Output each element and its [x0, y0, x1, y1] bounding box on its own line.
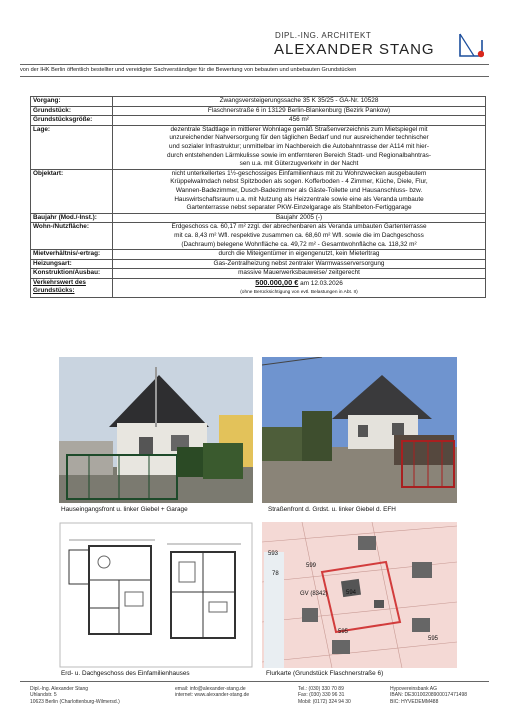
map-label-593: 593 [268, 551, 279, 557]
fact-row [31, 223, 486, 250]
fact-value-line: unzureichender Nahversorgung für den täglichen Bedarf und nur ausreichender technischer [169, 134, 429, 142]
fact-value [113, 106, 486, 116]
fact-key: Grundstück: [31, 106, 113, 116]
footer-line: Hypovereinsbank AG [390, 686, 437, 692]
fact-value-line: Gartenterrasse nebst separater PKW-Einzelgarage als Stahlbeton-Fertiggarage [186, 204, 412, 212]
footer-line: Dipl.-Ing. Alexander Stang [30, 686, 89, 692]
fact-row [31, 213, 486, 223]
fact-row [31, 259, 486, 269]
fact-value-line: Erdgeschoss ca. 60,17 m² zzgl. der abrechenbaren als Veranda umbauten Gartenterrasse [171, 223, 427, 231]
fact-value-line: und sozialer Infrastruktur; unmittelbar im Nachbereich die Autobahntrasse der A114 mit hier- [169, 142, 429, 150]
caption-photo-3: Erd- u. Dachgeschoss des Einfamilienhauses [61, 670, 190, 677]
footer-contact-web [175, 686, 249, 699]
footer-line: internet: www.alexander-stang.de [175, 692, 250, 699]
fact-key: Baujahr (Mod./-Inst.): [31, 213, 113, 223]
fact-key: Heizungsart: [31, 259, 113, 269]
map-label-street: GV (8342) [300, 591, 328, 597]
map-label-595-b: 595 [428, 636, 439, 642]
fact-value-line: Gas-Zentralheizung nebst zentraler Warmwasserversorgung [213, 259, 385, 267]
fact-value-line: Flaschnerstraße 6 in 13129 Berlin-Blankenburg (Bezirk Pankow) [207, 106, 391, 114]
map-label-594: 594 [346, 590, 357, 596]
property-facts-table [30, 96, 486, 298]
architect-name: ALEXANDER STANG [274, 41, 435, 58]
value-note: (ohne Berücksichtigung von evtl. Belastungen in Abt. II) [240, 290, 358, 296]
fact-value-line: Zwangsversteigerungssache 35 K 35/25 - GA-Nr. 10528 [219, 97, 379, 104]
fact-value-line: durch die Miteigentümer in eigengenutzt, kein Mieterltrag [218, 250, 380, 258]
fact-key: Lage: [31, 125, 113, 169]
fact-key: Mietverhältnis/-ertrag: [31, 250, 113, 260]
fact-value-line: 456 m² [289, 116, 309, 124]
fact-value [113, 213, 486, 223]
fact-value-line: Baujahr 2005 (-) [275, 213, 323, 221]
tagline: von der IHK Berlin öffentlich bestellter und vereidigter Sachverständiger für die Bewertung von bebauten und unbebauten Grundstücken [20, 67, 357, 73]
fact-value [113, 223, 486, 250]
fact-value-line: Krüppelwalmdach nebst Spitzboden als sogen. Kofferboden - 4 Zimmer, Küche, Diele, Flur, [170, 178, 428, 186]
caption-photo-4: Flurkarte (Grundstück Flaschnerstraße 6) [266, 670, 384, 677]
photo-street-front [262, 357, 457, 503]
fact-row [31, 116, 486, 126]
footer-address [30, 686, 120, 705]
fact-value [113, 250, 486, 260]
header-rule [20, 64, 489, 65]
fact-value [113, 259, 486, 269]
footer-line: Tel.: (030) 330 70 89 [298, 686, 344, 692]
fact-value-line: (Dachraum) belegene Wohnfläche ca. 49,72 m² - Gesamtwohnfläche ca. 118,32 m² [181, 240, 417, 248]
fact-key: Grundstücksgröße: [31, 116, 113, 126]
footer-line: Uhlandstr. 5 [30, 692, 57, 699]
value-date: am 12.03.2026 [298, 279, 343, 287]
footer-line: Mobil: (0172) 324 94 30 [298, 698, 351, 705]
value-key: Verkehrswert des Grundstücks: [31, 278, 113, 297]
fact-row [31, 97, 486, 107]
fact-value-line: nicht unterkellertes 1½-geschossiges Einfamilienhaus mit zu Wohnzwecken ausgebautem [171, 169, 427, 177]
fact-value [113, 169, 486, 213]
footer-line: IBAN: DE30100208900017471498 [390, 692, 468, 699]
fact-row [31, 106, 486, 116]
footer-line: 10623 Berlin (Charlottenburg-Wilmersd.) [30, 698, 120, 705]
fact-value [113, 97, 486, 107]
fact-key: Vorgang: [31, 97, 113, 107]
caption-photo-2: Straßenfront d. Grdst. u. linker Giebel d. EFH [268, 506, 396, 513]
fact-value [113, 125, 486, 169]
value-row [31, 278, 486, 297]
footer-line: BIC: HYVEDEMM488 [390, 698, 439, 705]
architect-title: DIPL.-ING. ARCHITEKT [275, 31, 372, 40]
fact-row [31, 250, 486, 260]
map-label-595-a: 595 [338, 629, 349, 635]
fact-value-line: sen u.a. mit Güterzugverkehr in der Nacht [239, 160, 359, 168]
map-label-599: 599 [306, 563, 317, 569]
footer-line: email: info@alexander-stang.de [175, 686, 246, 692]
fact-row [31, 125, 486, 169]
floor-plans-drawing [59, 522, 253, 668]
fact-value-line: mit ca. 8,43 m² Wfl. respektive zusammen ca. 68,60 m² Wfl. sowie die im Dachgeschoss [174, 231, 424, 239]
fact-value-line: durch entstehenden Lärmkulisse sowie im entfernteren Bereich Stadt- und Regionalbahntras- [167, 151, 431, 159]
company-logo-icon [458, 32, 484, 58]
footer-rule [20, 681, 489, 682]
fact-row [31, 169, 486, 213]
fact-key: Wohn-/Nutzfläche: [31, 223, 113, 250]
fact-key: Objektart: [31, 169, 113, 213]
cadastral-map [262, 522, 457, 668]
footer-bank [390, 686, 467, 705]
footer-line: Fax: (030) 330 96 31 [298, 692, 345, 699]
footer-contact-phone [298, 686, 351, 705]
caption-photo-1: Hauseingangsfront u. linker Giebel + Garage [61, 506, 188, 513]
market-value: 500.000,00 € [255, 277, 299, 287]
header-rule-bottom [20, 76, 489, 77]
fact-value-line: dezentrale Stadtlage in mittlerer Wohnlage gemäß Straßenverzeichnis zum Mietspiegel mit [170, 125, 428, 133]
fact-value [113, 269, 486, 279]
fact-value-line: Hauswirtschaftsraum u.a. mit Nutzung als Heizzentrale sowie eine als Veranda umbaute [174, 195, 424, 203]
map-label-78: 78 [272, 571, 279, 577]
fact-value-line: massive Mauerwerksbauweise/ zeitgerecht [238, 269, 360, 277]
fact-key: Konstruktion/Ausbau: [31, 269, 113, 279]
fact-value-line: Wannen-Badezimmer, Dusch-Badezimmer als Gäste-Toilette und Hausanschluss- bzw. [175, 186, 423, 194]
photo-house-entrance [59, 357, 253, 503]
fact-value [113, 116, 486, 126]
